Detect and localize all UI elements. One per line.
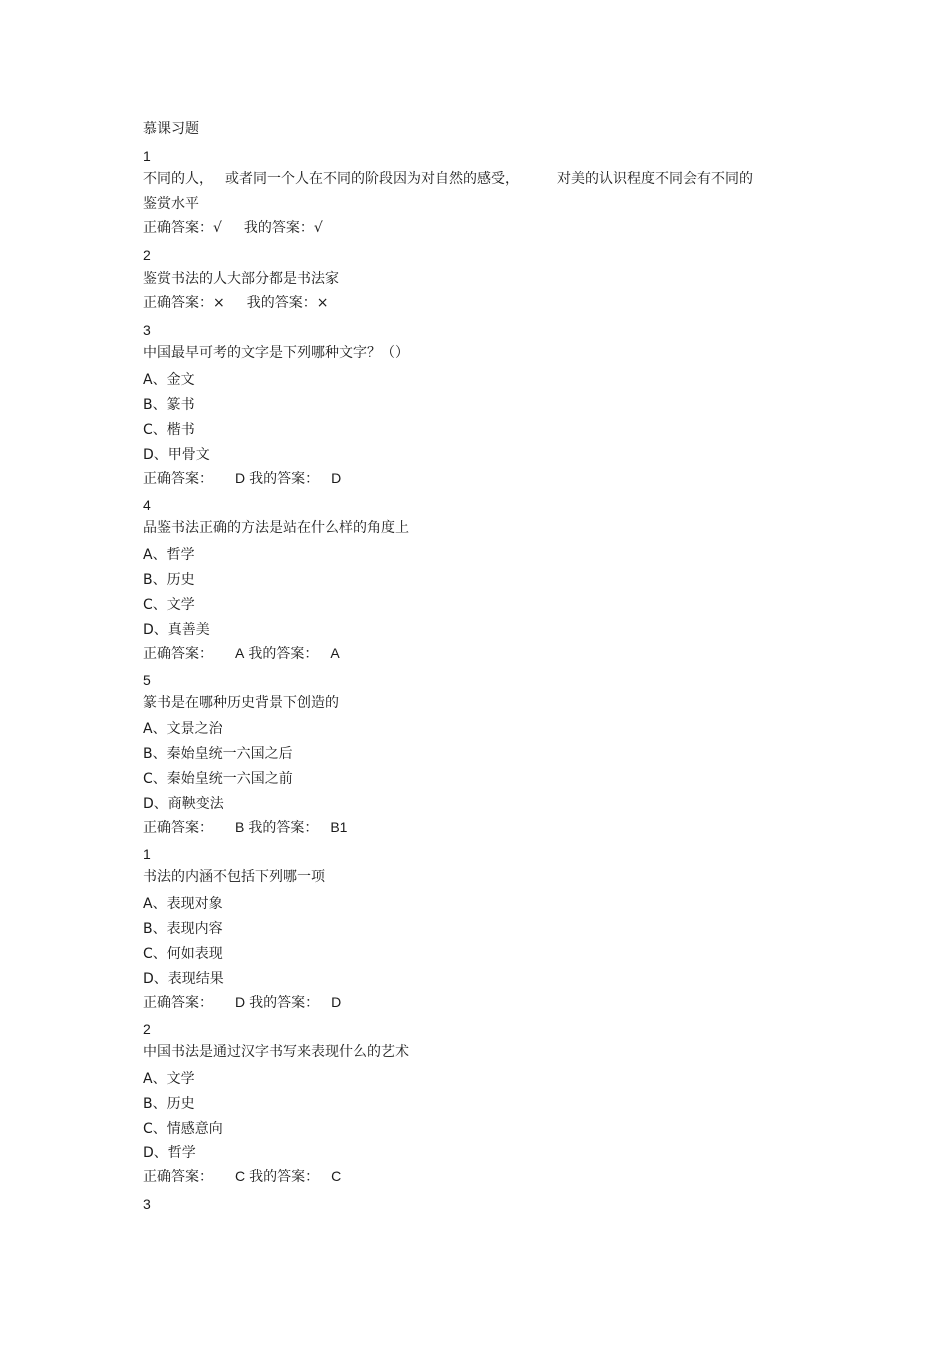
- question-text-continued: 鉴赏水平: [143, 196, 199, 212]
- page-title: 慕课习题: [143, 121, 199, 137]
- question-text: 篆书是在哪种历史背景下创造的: [143, 695, 339, 711]
- option-a: A、文景之治: [143, 721, 223, 737]
- question-text: 品鉴书法正确的方法是站在什么样的角度上: [143, 520, 409, 536]
- correct-answer-value: D: [235, 994, 246, 1010]
- option-a: A、哲学: [143, 547, 195, 563]
- option-b: B、秦始皇统一六国之后: [143, 746, 293, 762]
- option-c: C、秦始皇统一六国之前: [143, 771, 293, 787]
- correct-answer-label: 正确答案：: [143, 295, 213, 311]
- question-number: 2: [143, 1021, 151, 1037]
- question-text-part: 或者同一个人在不同的阶段因为对自然的感受，: [225, 171, 519, 187]
- question-number: 5: [143, 672, 151, 688]
- my-answer-value: A: [330, 645, 340, 661]
- my-answer-value: B1: [330, 819, 348, 835]
- my-answer-value: D: [331, 470, 342, 486]
- question-text-part: 不同的人，: [143, 171, 213, 187]
- question-number: 1: [143, 148, 151, 164]
- correct-answer-label: 正确答案：: [143, 220, 213, 236]
- option-b: B、历史: [143, 572, 195, 588]
- correct-answer-value: B: [235, 819, 245, 835]
- question-text: 鉴赏书法的人大部分都是书法家: [143, 271, 339, 287]
- my-answer-label: 我的答案：: [248, 646, 319, 662]
- my-answer-label: 我的答案：: [249, 1169, 320, 1185]
- correct-answer-label: 正确答案：: [143, 471, 213, 487]
- question-number: 3: [143, 322, 151, 338]
- answer-line: [143, 469, 341, 488]
- option-a: A、文学: [143, 1071, 195, 1087]
- option-b: B、历史: [143, 1096, 195, 1112]
- answer-line: [143, 644, 340, 663]
- answer-line: [143, 1167, 341, 1186]
- question-number: 2: [143, 247, 151, 263]
- correct-answer-label: 正确答案：: [143, 1169, 213, 1185]
- question-text: 书法的内涵不包括下列哪一项: [143, 869, 325, 885]
- correct-answer-value: C: [235, 1168, 246, 1184]
- option-d: D、哲学: [143, 1145, 196, 1161]
- option-b: B、篆书: [143, 397, 195, 413]
- my-answer-value: √: [313, 220, 323, 236]
- option-b: B、表现内容: [143, 921, 223, 937]
- my-answer-value: D: [331, 994, 342, 1010]
- my-answer-label: 我的答案：: [243, 220, 314, 236]
- question-number: 1: [143, 846, 151, 862]
- option-c: C、楷书: [143, 422, 195, 438]
- my-answer-label: 我的答案：: [246, 295, 317, 311]
- answer-line: [143, 219, 323, 237]
- correct-answer-label: 正确答案：: [143, 646, 213, 662]
- option-c: C、何如表现: [143, 946, 223, 962]
- option-a: A、金文: [143, 372, 195, 388]
- answer-line: [143, 993, 341, 1012]
- answer-line: [143, 294, 328, 312]
- option-d: D、表现结果: [143, 971, 224, 987]
- my-answer-label: 我的答案：: [249, 471, 320, 487]
- option-d: D、真善美: [143, 622, 210, 638]
- correct-answer-value: √: [213, 220, 222, 236]
- correct-answer-value: A: [235, 645, 245, 661]
- question-text-part: 对美的认识程度不同会有不同的: [557, 171, 753, 187]
- question-number: 4: [143, 497, 151, 513]
- option-d: D、商鞅变法: [143, 796, 224, 812]
- question-text: [143, 170, 753, 188]
- my-answer-value: C: [331, 1168, 342, 1184]
- option-d: D、甲骨文: [143, 447, 210, 463]
- my-answer-label: 我的答案：: [249, 995, 320, 1011]
- option-c: C、文学: [143, 597, 195, 613]
- correct-answer-label: 正确答案：: [143, 820, 213, 836]
- question-text: 中国最早可考的文字是下列哪种文字？（）: [143, 345, 409, 361]
- correct-answer-value: ×: [213, 295, 225, 311]
- correct-answer-value: D: [235, 470, 246, 486]
- option-c: C、情感意向: [143, 1121, 223, 1137]
- question-text: 中国书法是通过汉字书写来表现什么的艺术: [143, 1044, 409, 1060]
- answer-line: [143, 818, 347, 837]
- my-answer-value: ×: [316, 295, 329, 311]
- my-answer-label: 我的答案：: [248, 820, 319, 836]
- correct-answer-label: 正确答案：: [143, 995, 213, 1011]
- question-number: 3: [143, 1196, 151, 1212]
- option-a: A、表现对象: [143, 896, 223, 912]
